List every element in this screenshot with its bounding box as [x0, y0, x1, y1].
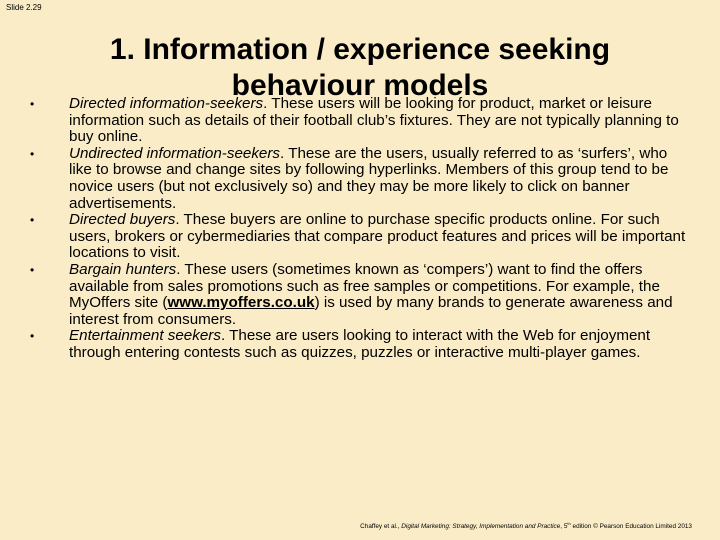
- bullet-text: ) is used by many brands to generate awareness and interest from consumers.: [69, 294, 673, 328]
- bullet-text: . These are users looking to interact with the Web for enjoyment through entering contests such as quizzes, puzzles or interactive multi-player games.: [69, 327, 651, 361]
- bullet-icon: [30, 212, 50, 229]
- footer-book-title: Digital Marketing: Strategy, Implementation and Practice: [401, 523, 561, 531]
- bullet-icon: [30, 262, 50, 279]
- slide-number: Slide 2.29: [6, 3, 42, 12]
- bullet-term: Bargain hunters: [69, 260, 177, 278]
- list-item: [30, 262, 690, 328]
- bullet-term: Directed buyers: [69, 211, 176, 229]
- footer-authors: Chaffey et al.,: [360, 523, 400, 531]
- bullet-text: . These users will be looking for product, market or leisure information such as details of their football club’s fixtures. They are not typically planning to buy online.: [69, 95, 679, 146]
- bullet-text: . These are the users, usually referred to as ‘surfers’, who like to browse and change sites by following hyperlinks. Members of this group tend to be novice users (but not exclusively so) and they may be more likely to click on banner advertisements.: [69, 144, 669, 212]
- bullet-text: . These users (sometimes known as ‘compers’) want to find the offers available from sales promotions such as free samples or competitions. For example, the MyOffers site (: [69, 260, 660, 312]
- bullet-icon: [30, 96, 50, 113]
- list-item: [30, 96, 690, 146]
- footer-citation: [360, 521, 692, 530]
- bullet-term: Entertainment seekers: [69, 327, 221, 345]
- list-item: [30, 212, 690, 262]
- footer-edition: , 5: [560, 523, 568, 531]
- slide-title: 1. Information / experience seeking behaviour models: [109, 33, 611, 102]
- list-item: [30, 328, 690, 361]
- bullet-icon: [30, 328, 50, 345]
- footer-edition-suffix: th: [567, 521, 571, 526]
- bullet-list: [30, 96, 690, 362]
- myoffers-link[interactable]: www.myoffers.co.uk: [167, 294, 315, 312]
- footer-copyright: edition © Pearson Education Limited 2013: [570, 523, 692, 531]
- bullet-icon: [30, 146, 50, 163]
- bullet-term: Undirected information-seekers: [69, 144, 281, 162]
- bullet-term: Directed information-seekers: [69, 95, 264, 112]
- bullet-text: . These buyers are online to purchase specific products online. For such users, brokers or cybermediaries that compare product features and prices will be important locations to visit.: [69, 211, 686, 262]
- list-item: [30, 146, 690, 212]
